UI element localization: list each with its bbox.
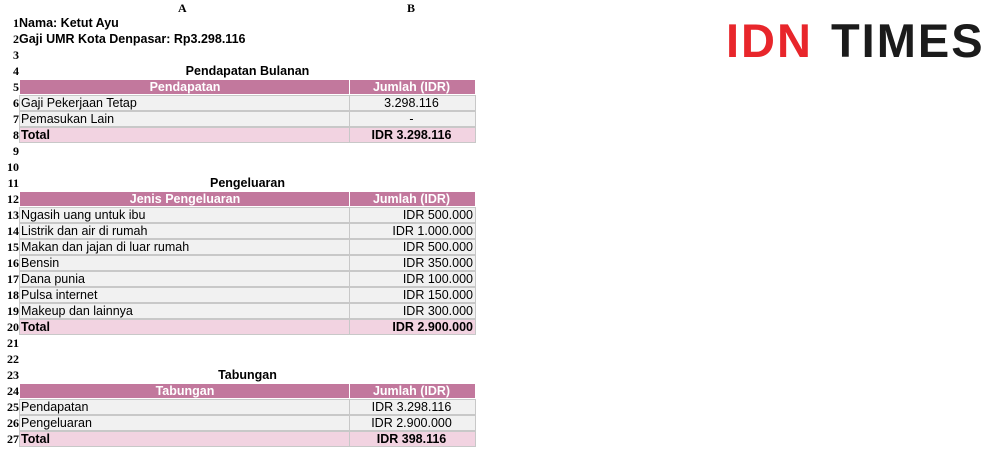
row-number[interactable]: 5: [13, 80, 19, 94]
sheet-row: [0, 367, 480, 383]
cell-a[interactable]: Makeup dan lainnya: [19, 303, 349, 319]
table-row: [0, 239, 480, 255]
row-number[interactable]: 6: [13, 96, 19, 110]
cell-a[interactable]: Pendapatan: [19, 399, 349, 415]
row-number[interactable]: 26: [7, 416, 19, 430]
total-row: [0, 127, 480, 143]
cell-b[interactable]: -: [349, 111, 476, 127]
total-label[interactable]: Total: [19, 127, 349, 143]
cell-a[interactable]: Dana punia: [19, 271, 349, 287]
table-header: [0, 79, 480, 95]
cell-b[interactable]: IDR 300.000: [349, 303, 476, 319]
sheet-row: [0, 15, 480, 31]
cell-b[interactable]: IDR 150.000: [349, 287, 476, 303]
cell-a[interactable]: Pemasukan Lain: [19, 111, 349, 127]
row-number[interactable]: 21: [7, 336, 19, 350]
row-number[interactable]: 20: [7, 320, 19, 334]
row-number[interactable]: 4: [13, 64, 19, 78]
row-number[interactable]: 13: [7, 208, 19, 222]
idn-times-logo: [726, 14, 985, 66]
table-row: [0, 271, 480, 287]
cell-a[interactable]: Gaji Pekerjaan Tetap: [19, 95, 349, 111]
cell-b[interactable]: IDR 3.298.116: [349, 399, 476, 415]
row-number[interactable]: 7: [13, 112, 19, 126]
row-number[interactable]: 10: [7, 160, 19, 174]
row-number[interactable]: 17: [7, 272, 19, 286]
table-row: [0, 303, 480, 319]
sheet-row: [0, 159, 480, 175]
sheet-row: [0, 31, 480, 47]
sheet-row: [0, 63, 480, 79]
header-cell-a[interactable]: Pendapatan: [19, 79, 349, 95]
logo-sub: TIMES: [830, 13, 985, 67]
table-row: [0, 223, 480, 239]
row-number[interactable]: 3: [13, 48, 19, 62]
total-value[interactable]: IDR 2.900.000: [349, 319, 476, 335]
total-row: [0, 431, 480, 447]
table-row: [0, 207, 480, 223]
cell-a[interactable]: Pengeluaran: [19, 415, 349, 431]
spreadsheet: [0, 0, 480, 462]
row-number[interactable]: 22: [7, 352, 19, 366]
sheet-row: [0, 351, 480, 367]
cell-b[interactable]: IDR 1.000.000: [349, 223, 476, 239]
cell-a[interactable]: Ngasih uang untuk ibu: [19, 207, 349, 223]
row-number[interactable]: 16: [7, 256, 19, 270]
row-number[interactable]: 25: [7, 400, 19, 414]
cell-a[interactable]: Bensin: [19, 255, 349, 271]
cell-b[interactable]: IDR 100.000: [349, 271, 476, 287]
salary-label[interactable]: Gaji UMR Kota Denpasar: Rp3.298.116: [19, 32, 246, 46]
row-number[interactable]: 18: [7, 288, 19, 302]
sheet-row: [0, 335, 480, 351]
row-number[interactable]: 19: [7, 304, 19, 318]
header-cell-b[interactable]: Jumlah (IDR): [349, 79, 476, 95]
total-row: [0, 319, 480, 335]
row-number[interactable]: 1: [13, 16, 19, 30]
header-cell-b[interactable]: Jumlah (IDR): [349, 191, 476, 207]
cell-b[interactable]: IDR 350.000: [349, 255, 476, 271]
total-value[interactable]: IDR 3.298.116: [349, 127, 476, 143]
section-title-savings[interactable]: Tabungan: [218, 368, 277, 382]
table-row: [0, 111, 480, 127]
total-label[interactable]: Total: [19, 319, 349, 335]
row-number[interactable]: 27: [7, 432, 19, 446]
column-header-a[interactable]: A: [178, 1, 187, 15]
cell-b[interactable]: IDR 2.900.000: [349, 415, 476, 431]
total-label[interactable]: Total: [19, 431, 349, 447]
sheet-row: [0, 175, 480, 191]
cell-b[interactable]: IDR 500.000: [349, 239, 476, 255]
table-header: [0, 383, 480, 399]
row-number[interactable]: 2: [13, 32, 19, 46]
cell-b[interactable]: 3.298.116: [349, 95, 476, 111]
table-header: [0, 191, 480, 207]
cell-a[interactable]: Makan dan jajan di luar rumah: [19, 239, 349, 255]
cell-a[interactable]: Pulsa internet: [19, 287, 349, 303]
cell-a[interactable]: Listrik dan air di rumah: [19, 223, 349, 239]
row-number[interactable]: 15: [7, 240, 19, 254]
header-cell-a[interactable]: Jenis Pengeluaran: [19, 191, 349, 207]
logo-brand: IDN: [726, 13, 813, 67]
cell-b[interactable]: IDR 500.000: [349, 207, 476, 223]
sheet-row: [0, 47, 480, 63]
sheet-row: [0, 143, 480, 159]
row-number[interactable]: 8: [13, 128, 19, 142]
header-cell-a[interactable]: Tabungan: [19, 383, 349, 399]
total-value[interactable]: IDR 398.116: [349, 431, 476, 447]
table-row: [0, 399, 480, 415]
row-number[interactable]: 9: [13, 144, 19, 158]
row-number[interactable]: 23: [7, 368, 19, 382]
table-row: [0, 415, 480, 431]
column-header-b[interactable]: B: [407, 1, 416, 15]
row-number[interactable]: 24: [7, 384, 19, 398]
row-number[interactable]: 12: [7, 192, 19, 206]
header-cell-b[interactable]: Jumlah (IDR): [349, 383, 476, 399]
section-title-expenses[interactable]: Pengeluaran: [209, 176, 286, 190]
name-label[interactable]: Nama: Ketut Ayu: [19, 16, 119, 30]
row-number[interactable]: 14: [7, 224, 19, 238]
section-title-income[interactable]: Pendapatan Bulanan: [185, 64, 310, 78]
table-row: [0, 255, 480, 271]
table-row: [0, 287, 480, 303]
table-row: [0, 95, 480, 111]
row-number[interactable]: 11: [7, 176, 19, 190]
